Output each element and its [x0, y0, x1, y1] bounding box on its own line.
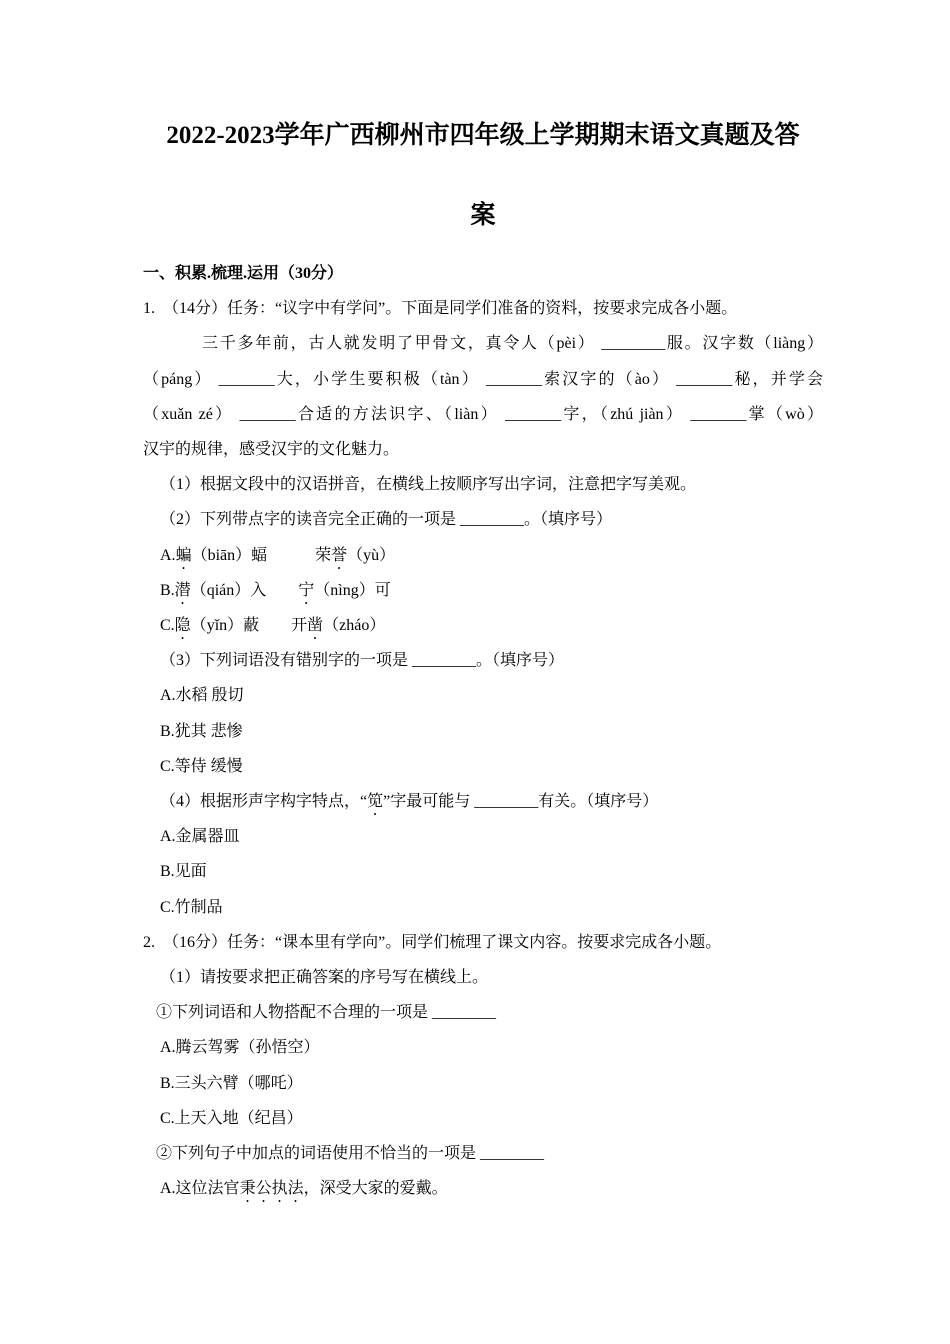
- q1-sub2-option-a: [143, 538, 823, 573]
- document-title: [143, 96, 823, 256]
- text-segment: ，深受大家的爱戴。: [303, 1180, 448, 1198]
- emphasis-dotted-text: 潜: [174, 581, 191, 599]
- emphasis-dotted-text: 誉: [331, 546, 348, 564]
- text-segment: （yù）: [347, 546, 396, 564]
- title-line-1: 2022-2023学年广西柳州市四年级上学期期末语文真题及答: [166, 122, 800, 149]
- q1-passage-line-3: （xuǎn zé） _______合适的方法识字、（liàn） _______字，（zhú jiàn） _______掌（wò）: [143, 405, 823, 423]
- text-segment: （biān）蝠 荣: [191, 546, 332, 564]
- q1-sub2-stem: （2）下列带点字的读音完全正确的一项是 ________。（填序号）: [160, 511, 613, 529]
- q2-sub1-item1-option-c: C.上天入地（纪昌）: [160, 1109, 303, 1127]
- text-segment: （qián）入: [190, 581, 299, 599]
- q1-sub3-option-c: C.等侍 缓慢: [160, 757, 243, 775]
- q1-passage-line-1: 三千多年前，古人就发明了甲骨文，真令人（pèi） ________服。汉字数（liàng）: [202, 335, 823, 353]
- question-1-stem: 1. （14分）任务：“议字中有学问”。下面是同学们准备的资料，按要求完成各小题。: [143, 300, 738, 318]
- q2-sub1-item2-option-a: [143, 1171, 823, 1206]
- emphasis-dotted-text: 凿: [307, 617, 324, 635]
- title-line-2: 案: [470, 202, 496, 229]
- q1-sub3-stem: （3）下列词语没有错别字的一项是 ________。（填序号）: [160, 652, 565, 670]
- text-segment: C.: [160, 617, 175, 635]
- q2-sub1-item1-option-a: A.腾云驾雾（孙悟空）: [160, 1039, 320, 1057]
- q1-sub4-option-a: A.金属器皿: [160, 828, 240, 846]
- emphasis-dotted-text: 隐: [174, 617, 191, 635]
- q1-passage-line-2: （páng） _______大，小学生要积极（tàn） _______索汉字的（ào） _______秘，并学会: [143, 370, 823, 388]
- text-segment: ”字最可能与 ________有关。（填序号）: [383, 793, 659, 811]
- text-segment: （yǐn）蔽 开: [190, 617, 308, 635]
- q1-sub1-stem: （1）根据文段中的汉语拼音，在横线上按顺序写出字词，注意把字写美观。: [160, 476, 697, 494]
- text-segment: （4）根据形声字构字特点，“: [160, 793, 368, 811]
- question-2-stem: 2. （16分）任务：“课本里有学向”。同学们梳理了课文内容。按要求完成各小题。: [143, 933, 722, 951]
- q1-sub4-stem: [143, 784, 823, 819]
- text-segment: B.: [160, 581, 175, 599]
- text-segment: A.: [160, 546, 176, 564]
- q1-sub2-option-c: [143, 608, 823, 643]
- emphasis-dotted-text: 笕: [367, 793, 384, 811]
- q1-sub4-option-b: B.见面: [160, 863, 207, 881]
- text-segment: （nìng）可: [314, 581, 391, 599]
- q1-sub3-option-b: B.犹其 悲惨: [160, 722, 243, 740]
- q2-sub1-item1-option-b: B.三头六臂（哪吒）: [160, 1074, 303, 1092]
- q1-passage-line-4: 汉宇的规律，感受汉宇的文化魅力。: [143, 441, 400, 459]
- emphasis-dotted-text: 秉公执法: [239, 1180, 304, 1198]
- emphasis-dotted-text: 宁: [298, 581, 315, 599]
- text-segment: A.这位法官: [160, 1180, 240, 1198]
- q1-sub4-option-c: C.竹制品: [160, 898, 223, 916]
- q2-sub1-item1-stem: ①下列词语和人物搭配不合理的一项是 ________: [156, 1004, 497, 1022]
- text-segment: （zháo）: [323, 617, 386, 635]
- q1-sub3-option-a: A.水稻 殷切: [160, 687, 244, 705]
- q1-sub2-option-b: [143, 573, 823, 608]
- q2-sub1-item2-stem: ②下列句子中加点的词语使用不恰当的一项是 ________: [156, 1145, 545, 1163]
- emphasis-dotted-text: 蝙: [175, 546, 192, 564]
- q2-sub1-stem: （1）请按要求把正确答案的序号写在横线上。: [160, 969, 489, 987]
- section-1-heading: 一、积累.梳理.运用（30分）: [143, 265, 344, 282]
